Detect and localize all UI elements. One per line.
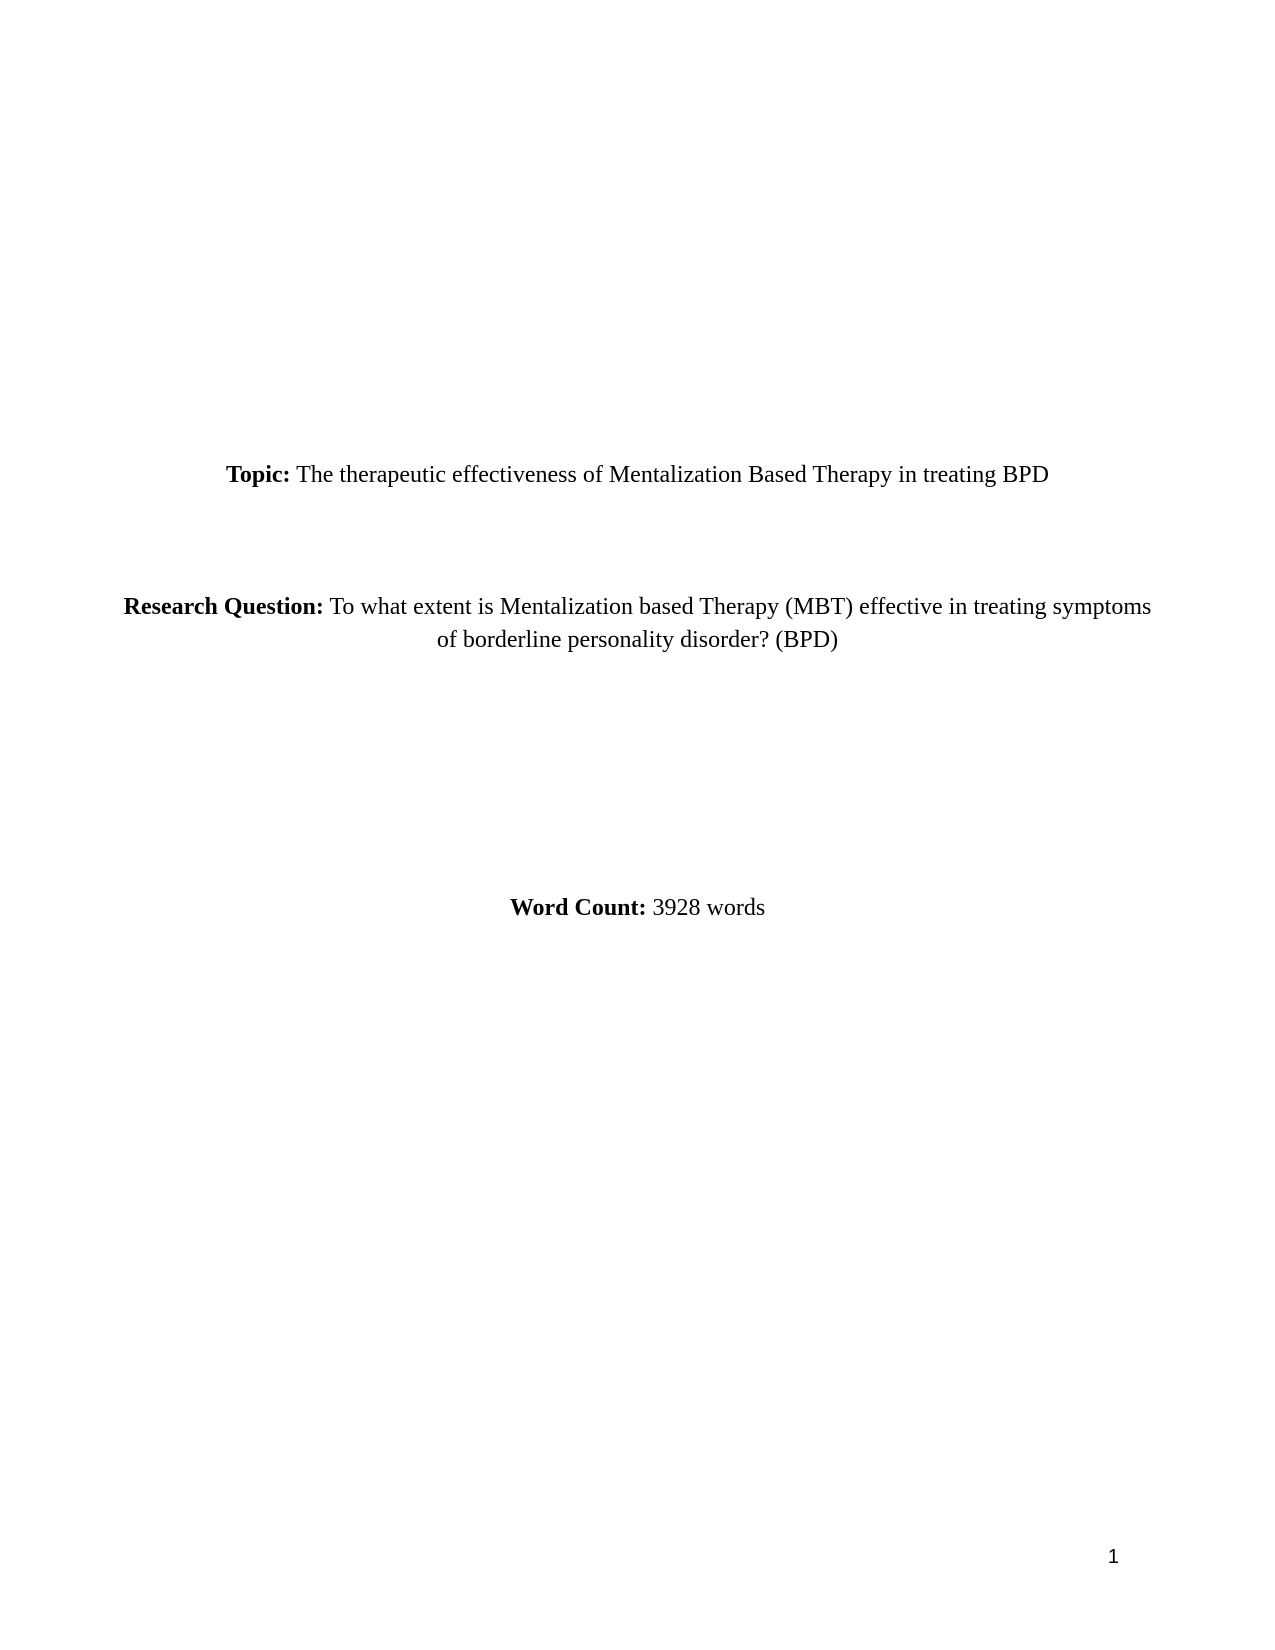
word-count-line bbox=[120, 892, 1155, 925]
research-question-text: To what extent is Mentalization based Therapy (MBT) effective in treating symptoms of borderline personality disorder? (BPD) bbox=[329, 594, 1152, 653]
topic-line bbox=[120, 459, 1155, 492]
word-count-value: 3928 words bbox=[652, 895, 766, 921]
topic-label: Topic: bbox=[226, 462, 291, 488]
page-number: 1 bbox=[1107, 1546, 1119, 1568]
research-question-label: Research Question: bbox=[123, 594, 324, 620]
word-count-label: Word Count: bbox=[509, 895, 647, 921]
research-question-paragraph bbox=[120, 591, 1155, 657]
topic-text: The therapeutic effectiveness of Mentalization Based Therapy in treating BPD bbox=[296, 462, 1049, 488]
